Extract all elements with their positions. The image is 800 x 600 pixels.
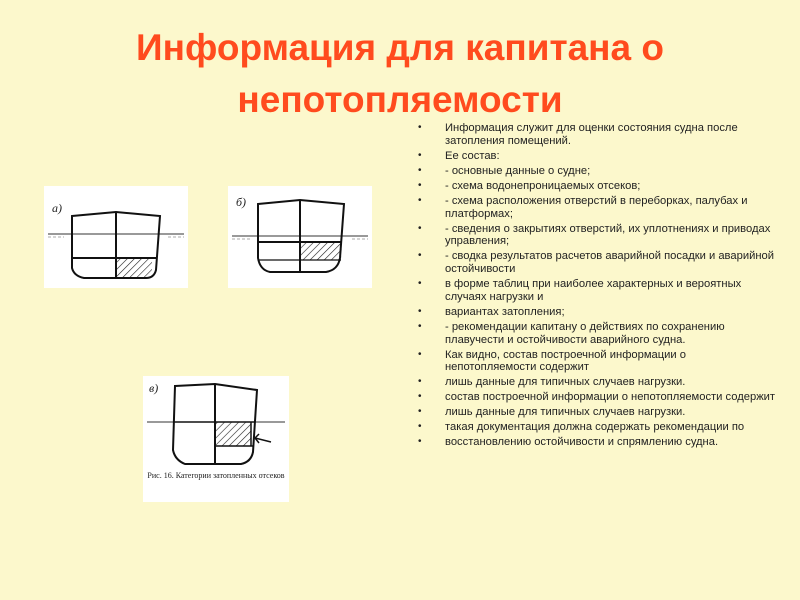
inflow-arrow-icon: [255, 434, 271, 443]
hull-section-figure-b: [228, 186, 372, 288]
title-line-2: непотопляемости: [237, 79, 563, 120]
list-item: • лишь данные для типичных случаев нагрузки.: [418, 406, 778, 419]
list-item: • - сведения о закрытиях отверстий, их уплотнениях и приводах управления;: [418, 223, 778, 249]
list-item: • такая документация должна содержать рекомендации по: [418, 421, 778, 434]
flooded-compartment: [300, 242, 342, 260]
info-bullet-list: [418, 122, 778, 451]
list-item: • восстановлению остойчивости и спрямлению судна.: [418, 436, 778, 449]
list-item: • - схема расположения отверстий в переборках, палубах и платформах;: [418, 195, 778, 221]
hull-diagram-a: [44, 186, 188, 288]
figure-label-c: в): [149, 381, 159, 395]
list-item: • Как видно, состав построечной информации о непотопляемости содержит: [418, 349, 778, 375]
hull-diagram-b: [228, 186, 372, 288]
list-item: • - схема водонепроницаемых отсеков;: [418, 180, 778, 193]
hull-section-figure-a: [44, 186, 188, 288]
hull-section-figure-c: [143, 376, 289, 502]
list-item: • Ее состав:: [418, 150, 778, 163]
list-item: • лишь данные для типичных случаев нагрузки.: [418, 376, 778, 389]
list-item: • в форме таблиц при наиболее характерных и вероятных случаях нагрузки и: [418, 278, 778, 304]
flooded-compartment: [116, 258, 152, 278]
slide-title: [0, 22, 800, 126]
figure-label-a: а): [52, 201, 62, 215]
list-item: • - основные данные о судне;: [418, 165, 778, 178]
figure-caption: Рис. 16. Категории затопленных отсеков: [147, 471, 285, 480]
figure-label-b: б): [236, 195, 247, 209]
list-item: • состав построечной информации о непотопляемости содержит: [418, 391, 778, 404]
list-item: • вариантах затопления;: [418, 306, 778, 319]
flooded-compartment: [215, 422, 251, 446]
hull-diagram-c: [143, 376, 289, 472]
list-item: • - сводка результатов расчетов аварийной посадки и аварийной остойчивости: [418, 250, 778, 276]
list-item: • - рекомендации капитану о действиях по сохранению плавучести и остойчивости аварийного судна.: [418, 321, 778, 347]
list-item: • Информация служит для оценки состояния судна после затопления помещений.: [418, 122, 778, 148]
title-line-1: Информация для капитана о: [136, 27, 664, 68]
